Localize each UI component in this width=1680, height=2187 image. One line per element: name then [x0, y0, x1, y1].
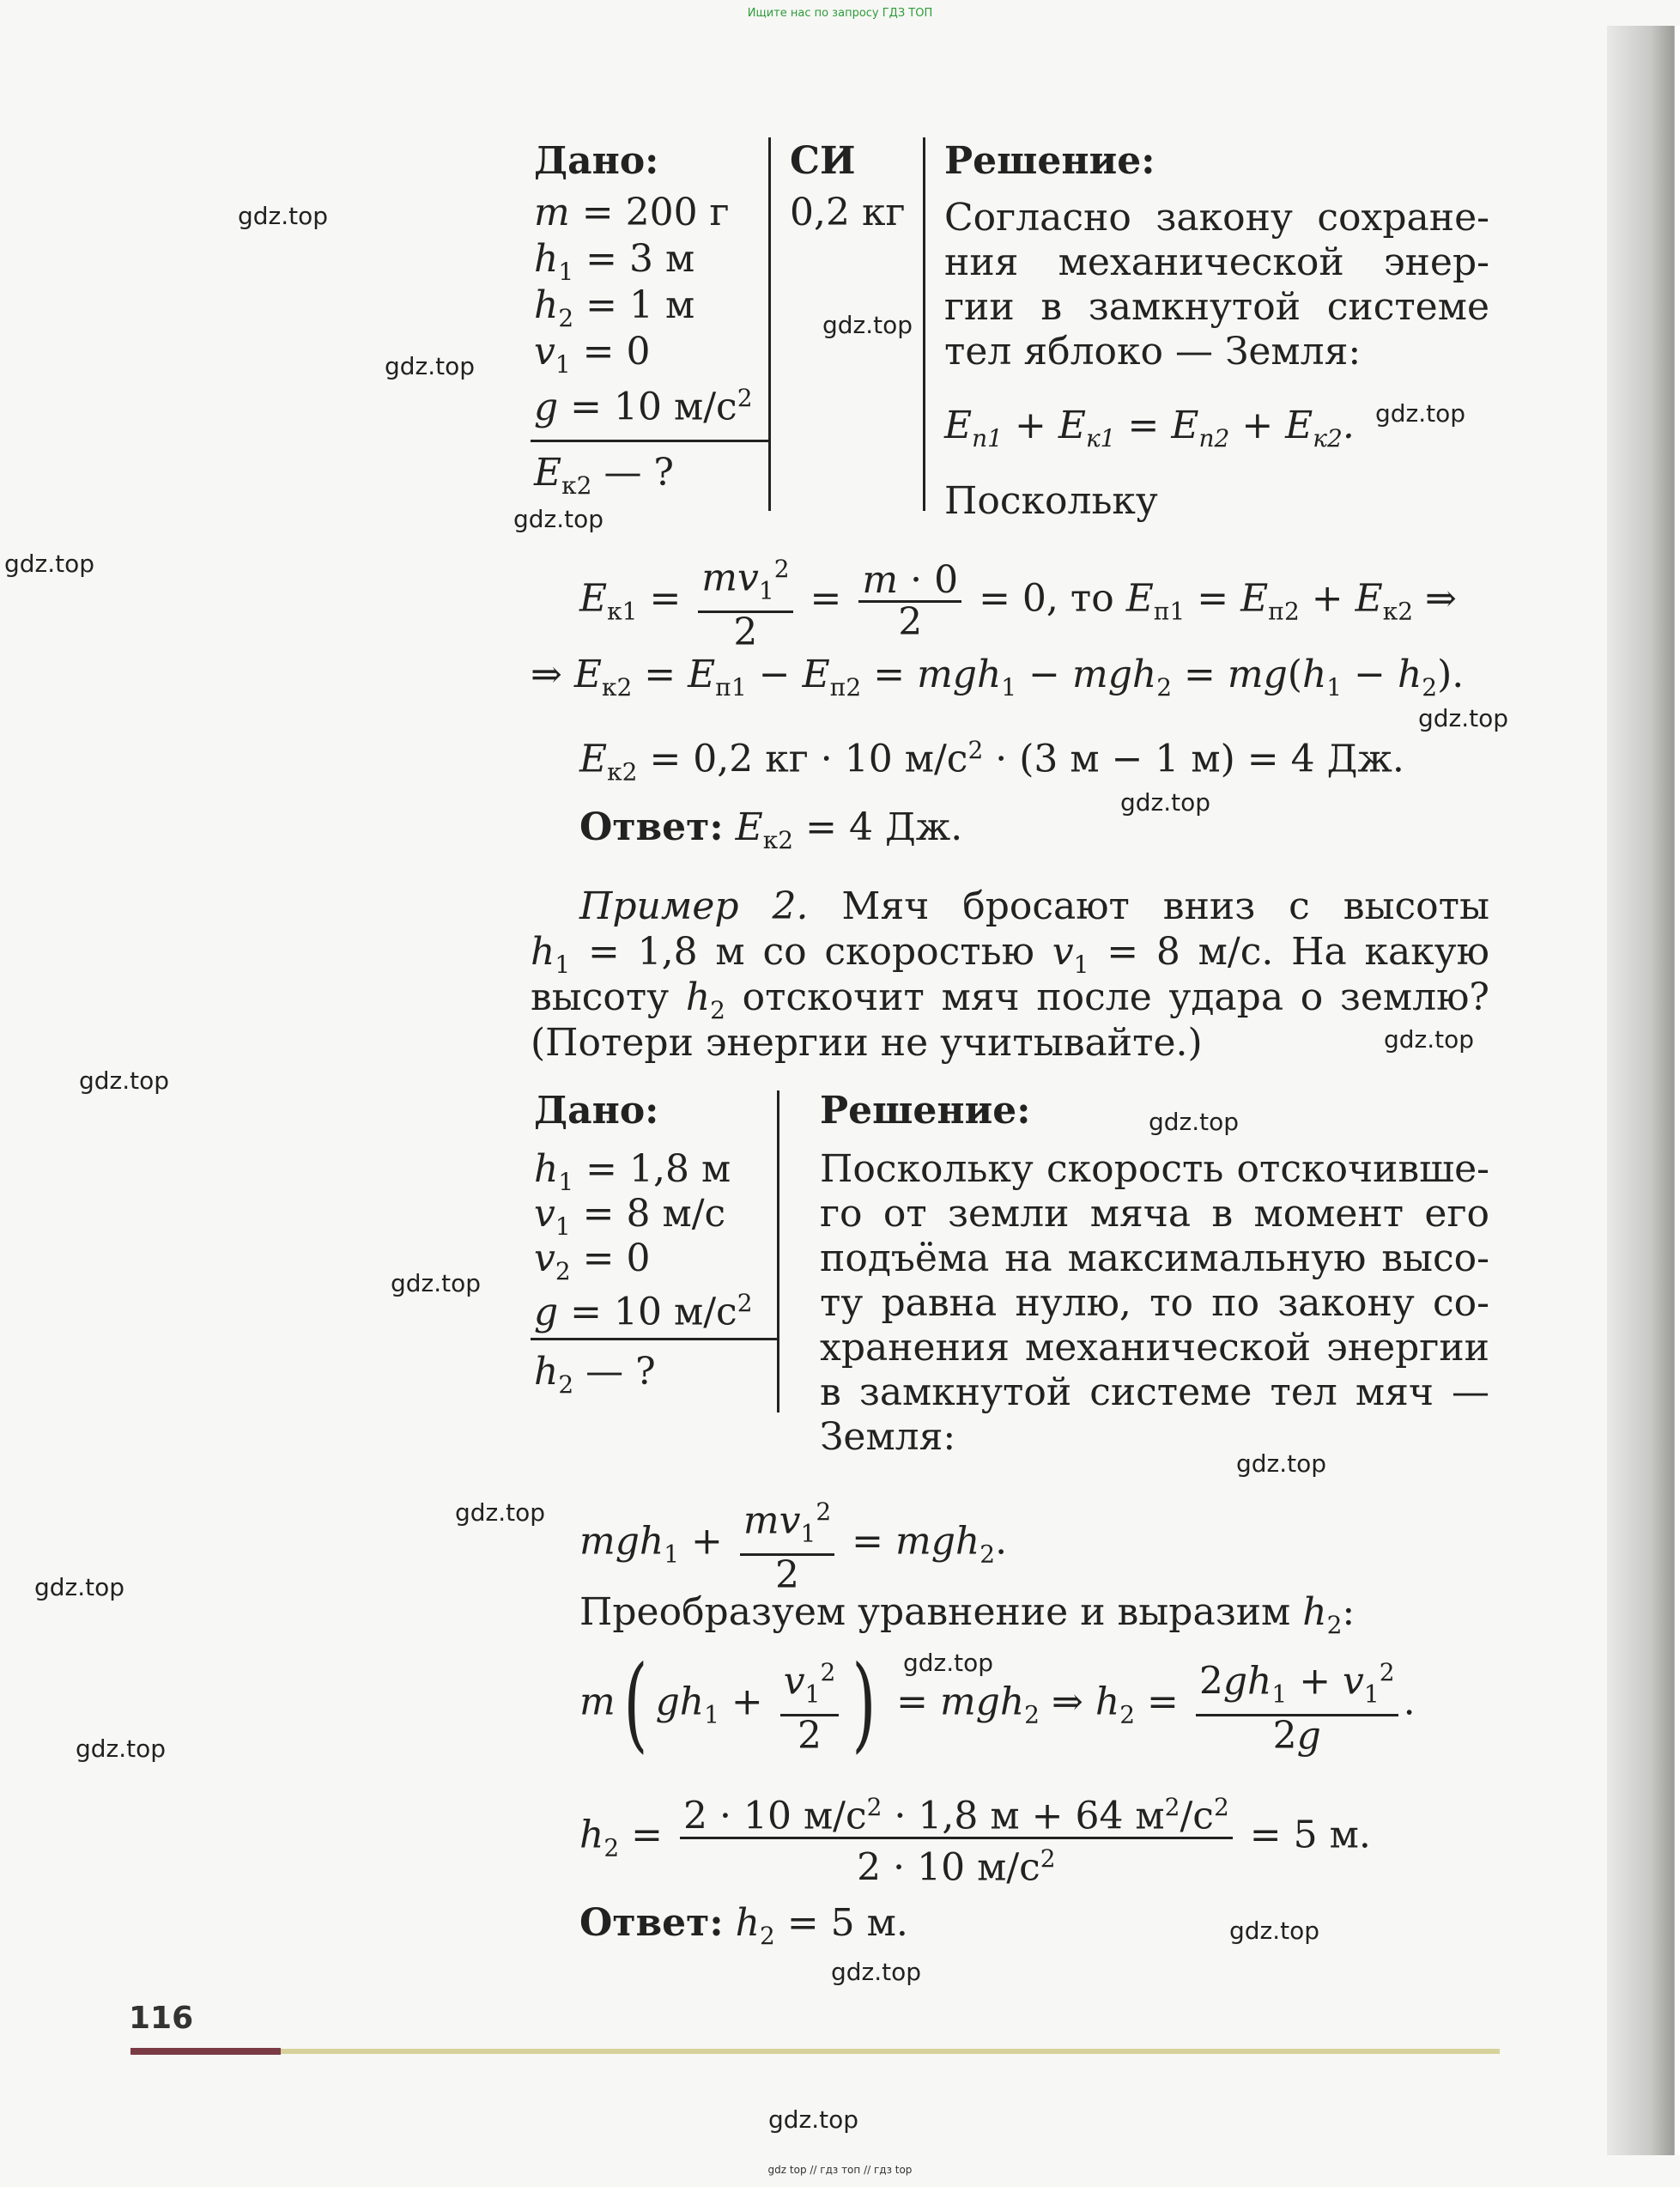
given-underline-1 — [531, 440, 770, 442]
given-h1: $h_1 = 3$ м — [534, 237, 695, 286]
watermark: gdz.top — [1384, 1025, 1475, 1054]
given2-h1: $h_1 = 1,8$ м — [534, 1147, 731, 1196]
solution-line-3: гии в замкнутой системе — [944, 285, 1489, 329]
watermark: gdz.top — [1418, 704, 1509, 732]
watermark: gdz.top — [1375, 399, 1466, 428]
given2-v1: $v_1 = 8$ м/с — [534, 1192, 726, 1241]
kinetic-energy-equation: $E_{к1}$ = $\frac{mv_1^2}{2}$ = $\frac{m \cdot 0}{2}$ = 0, то $E_{п1} = E_{п2} + E_{к2}$ ⇒ — [579, 550, 1457, 653]
si-mass: 0,2 кг — [790, 191, 906, 234]
watermark: gdz.top — [4, 550, 95, 578]
example2-line-3: высоту $h_2$ отскочит мяч после удара о землю? — [531, 975, 1489, 1024]
find-ek2: $E_{к2}$ — ? — [534, 451, 675, 500]
because-text: Поскольку — [944, 479, 1158, 523]
energy-equation: $E_{п1} + E_{к1} = E_{п2} + E_{к2}$. — [944, 404, 1355, 453]
solution2-line-3: подъёма на максимальную высо- — [820, 1236, 1489, 1280]
solution2-line-5: хранения механической энергии — [820, 1326, 1489, 1370]
h2-calculation: $h_2$ = $\frac{2 \cdot 10 м/с^2 \cdot 1,8 м + 64 м^2/с^2}{2 \cdot 10 м/с^2}$ = 5 м. — [579, 1788, 1371, 1887]
watermark: gdz.top — [385, 352, 476, 380]
given-v1: $v_1 = 0$ — [534, 330, 651, 379]
given-underline-2 — [531, 1338, 779, 1340]
given-title-2: Дано: — [534, 1089, 659, 1133]
ek2-derivation: ⇒ $E_{к2} = E_{п1} - E_{п2} = mgh_1 - mgh_2 = mg(h_1 - h_2)$. — [531, 653, 1465, 702]
watermark: gdz.top — [391, 1269, 482, 1297]
footer-bar-accent — [130, 2048, 281, 2055]
table-divider-2 — [923, 137, 925, 511]
table-divider-3 — [777, 1090, 779, 1412]
watermark: gdz.top — [76, 1734, 167, 1763]
watermark: gdz.top — [768, 2105, 859, 2134]
watermark: gdz.top — [79, 1066, 170, 1095]
bottom-note: gdz top // гдз топ // гдз top — [767, 2164, 913, 2176]
given-g: g = 10 $м/с^2$ — [534, 384, 753, 429]
example2-line-2: $h_1 = 1,8$ м со скоростью $v_1 = 8$ м/с. На какую — [531, 930, 1489, 979]
si-title: СИ — [790, 139, 856, 183]
watermark: gdz.top — [1149, 1108, 1240, 1136]
top-note: Ищите нас по запросу ГДЗ ТОП — [747, 7, 933, 20]
example2-line-1: Пример 2. Мяч бросают вниз с высоты — [579, 884, 1489, 928]
solution2-line-6: в замкнутой системе тел мяч — — [820, 1370, 1489, 1414]
solution-line-1: Согласно закону сохране- — [944, 196, 1489, 240]
watermark: gdz.top — [903, 1649, 994, 1677]
given-title-1: Дано: — [534, 139, 659, 183]
watermark: gdz.top — [1120, 788, 1211, 817]
ek2-calculation: $E_{к2} = 0,2$ кг · 10 $м/с^2 \cdot (3$ м − 1 м) = 4 Дж. — [579, 736, 1404, 787]
watermark: gdz.top — [822, 311, 913, 339]
given-m: m = 200 г — [534, 191, 730, 234]
watermark: gdz.top — [831, 1958, 922, 1986]
given2-v2: $v_2 = 0$ — [534, 1236, 651, 1285]
given2-g: g = 10 $м/с^2$ — [534, 1289, 753, 1334]
solution-title-1: Решение: — [944, 139, 1155, 183]
solution-line-4: тел яблоко — Земля: — [944, 330, 1362, 374]
find-h2: $h_2$ — ? — [534, 1350, 656, 1399]
solution2-line-1: Поскольку скорость отскочивше- — [820, 1147, 1489, 1191]
watermark: gdz.top — [34, 1573, 125, 1601]
h2-formula: m( $gh_1$ + $\frac{v_1^2}{2}$ ) = mgh$_2$ ⇒ $h_2$ = $\frac{2gh_1 + v_1^2}{2g}$ . — [579, 1644, 1416, 1765]
transform-text: Преобразуем уравнение и выразим $h_2$: — [579, 1590, 1356, 1639]
solution2-line-4: ту равна нулю, то по закону со- — [820, 1281, 1489, 1325]
page-number: 116 — [129, 2001, 194, 2036]
answer-2: Ответ: $h_2 = 5$ м. — [579, 1901, 908, 1950]
answer-1: Ответ: $E_{к2} = 4$ Дж. — [579, 805, 963, 854]
solution-title-2: Решение: — [820, 1089, 1031, 1133]
page-edge-shadow — [1607, 26, 1680, 2155]
example2-line-4: (Потери энергии не учитывайте.) — [531, 1021, 1203, 1065]
given-h2: $h_2 = 1$ м — [534, 283, 695, 332]
solution-line-2: ния механической энер- — [944, 240, 1489, 284]
solution2-line-2: го от земли мяча в момент его — [820, 1192, 1489, 1236]
energy-conservation-equation: mgh$_1$ + $\frac{mv_1^2}{2}$ = mgh$_2$. — [579, 1492, 1007, 1595]
watermark: gdz.top — [455, 1498, 546, 1527]
table-divider-1 — [768, 137, 771, 511]
watermark: gdz.top — [1229, 1917, 1320, 1945]
watermark: gdz.top — [1236, 1449, 1327, 1478]
watermark: gdz.top — [513, 505, 604, 533]
watermark: gdz.top — [238, 202, 329, 230]
footer-bar — [281, 2049, 1500, 2054]
solution2-line-7: Земля: — [820, 1415, 956, 1459]
